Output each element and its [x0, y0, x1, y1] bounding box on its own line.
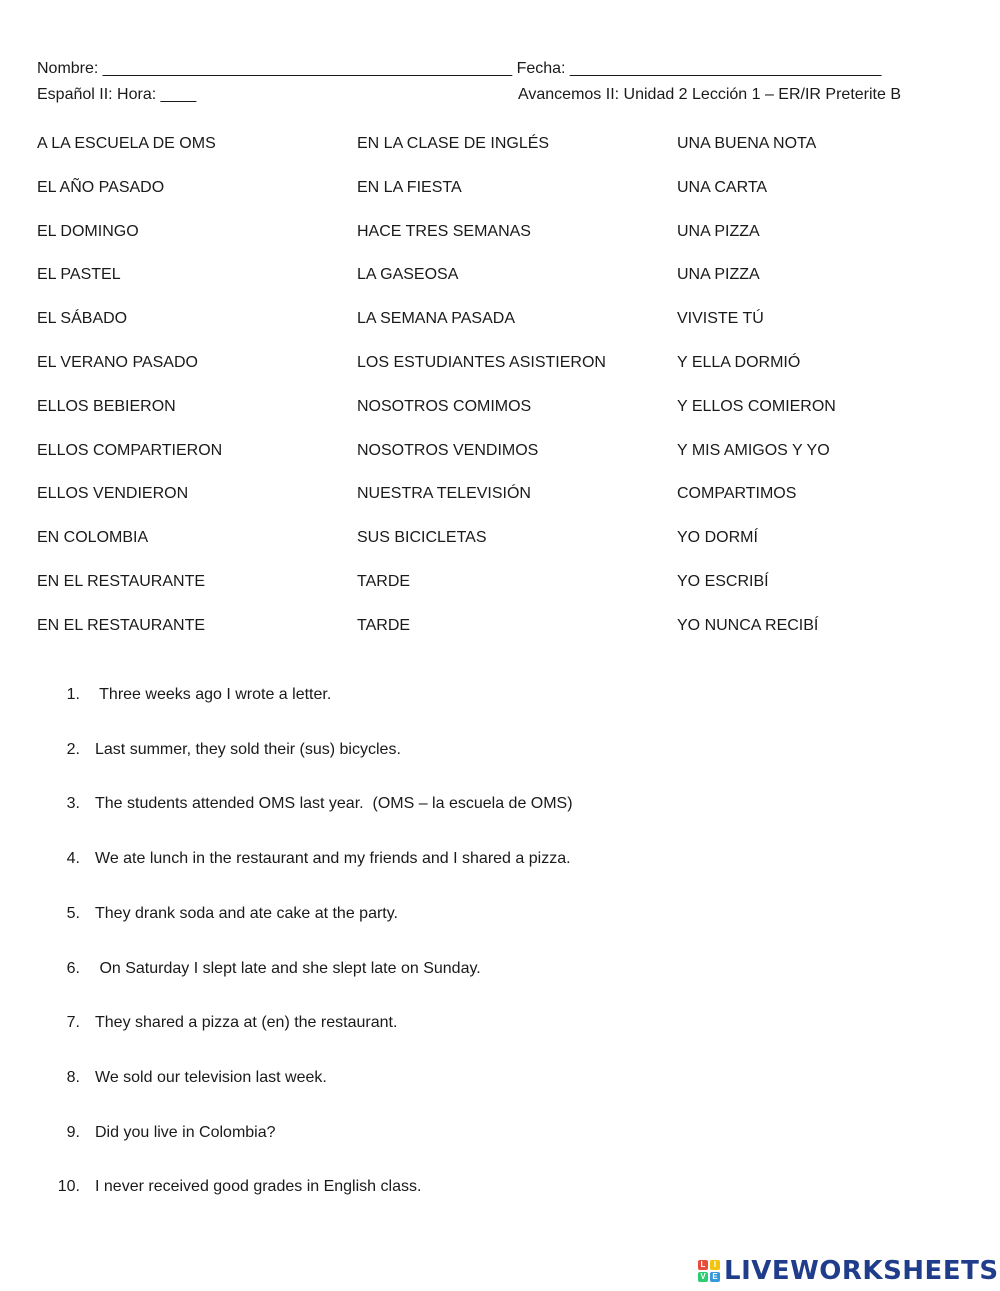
word-bank-item: LA SEMANA PASADA — [357, 310, 515, 328]
question-number: 3. — [66, 795, 80, 813]
question-number: 2. — [66, 740, 80, 758]
logo-block: L — [698, 1260, 708, 1270]
question-text: On Saturday I slept late and she slept late on Sunday. — [95, 959, 481, 977]
logo-block: V — [698, 1272, 708, 1282]
question-text: They drank soda and ate cake at the party. — [95, 904, 398, 922]
word-bank-item: EN LA CLASE DE INGLÉS — [357, 135, 550, 152]
name-date-line: Nombre: ______________________________________________ Fecha: ___________________________________ — [37, 60, 882, 77]
word-bank-item: ELLOS BEBIERON — [37, 397, 176, 415]
question-text: I never received good grades in English class. — [95, 1178, 422, 1196]
word-bank-item: COMPARTIMOS — [677, 485, 797, 503]
question-number: 1. — [66, 686, 80, 703]
word-bank-item: EL VERANO PASADO — [37, 354, 198, 371]
word-bank-item: ELLOS VENDIERON — [37, 485, 189, 503]
word-bank-item: NUESTRA TELEVISIÓN — [357, 485, 531, 503]
question-text: We ate lunch in the restaurant and my friends and I shared a pizza. — [95, 850, 571, 868]
question-text: The students attended OMS last year. (OMS – la escuela de OMS) — [95, 795, 573, 813]
word-bank-item: EL SÁBADO — [37, 310, 128, 328]
word-bank-item: SUS BICICLETAS — [357, 529, 487, 547]
word-bank-item: Y ELLOS COMIERON — [677, 397, 836, 415]
logo-text: LIVEWORKSHEETS — [724, 1256, 999, 1286]
liveworksheets-logo — [698, 1254, 999, 1288]
word-bank-item: UNA PIZZA — [677, 266, 760, 284]
question-number: 6. — [66, 959, 80, 977]
logo-block: E — [710, 1272, 720, 1282]
word-bank-item: YO ESCRIBÍ — [677, 573, 769, 590]
word-bank-item: NOSOTROS VENDIMOS — [357, 441, 539, 459]
word-bank-item: UNA BUENA NOTA — [677, 135, 817, 152]
word-bank-item: EN EL RESTAURANTE — [37, 573, 206, 590]
question-text: They shared a pizza at (en) the restaurant. — [95, 1014, 398, 1032]
logo-block: I — [710, 1260, 720, 1270]
word-bank-item: VIVISTE TÚ — [677, 310, 764, 328]
course-title: Avancemos II: Unidad 2 Lección 1 – ER/IR Preterite B — [518, 86, 902, 103]
question-number: 5. — [66, 904, 80, 922]
question-text: We sold our television last week. — [95, 1068, 327, 1086]
word-bank-item: NOSOTROS COMIMOS — [357, 397, 532, 415]
question-number: 7. — [66, 1014, 80, 1032]
word-bank-item: EL PASTEL — [37, 266, 121, 284]
word-bank-item: LOS ESTUDIANTES ASISTIERON — [357, 354, 606, 371]
word-bank-item: ELLOS COMPARTIERON — [37, 441, 223, 459]
question-number: 8. — [66, 1068, 80, 1086]
word-bank-item: YO DORMÍ — [677, 529, 758, 547]
question-number: 10. — [57, 1178, 80, 1196]
word-bank-item: UNA PIZZA — [677, 222, 760, 240]
word-bank-item: TARDE — [357, 616, 411, 634]
word-bank-item: EN LA FIESTA — [357, 178, 462, 196]
question-text: Last summer, they sold their (sus) bicycles. — [95, 740, 401, 758]
word-bank-item: TARDE — [357, 573, 411, 590]
word-bank-item: EN COLOMBIA — [37, 529, 149, 547]
word-bank-item: HACE TRES SEMANAS — [357, 222, 531, 240]
word-bank-item: UNA CARTA — [677, 178, 768, 196]
word-bank-item: EL DOMINGO — [37, 222, 139, 240]
word-bank-item: Y ELLA DORMIÓ — [677, 354, 801, 371]
question-text: Three weeks ago I wrote a letter. — [95, 686, 332, 703]
question-number: 9. — [66, 1123, 80, 1141]
question-text: Did you live in Colombia? — [95, 1123, 276, 1141]
word-bank-item: A LA ESCUELA DE OMS — [37, 135, 216, 152]
word-bank-item: YO NUNCA RECIBÍ — [677, 616, 819, 634]
word-bank-item: EN EL RESTAURANTE — [37, 616, 206, 634]
word-bank-item: EL AÑO PASADO — [37, 178, 165, 196]
class-period-line: Español II: Hora: ____ — [37, 86, 197, 103]
word-bank-item: Y MIS AMIGOS Y YO — [677, 441, 830, 459]
logo-blocks-icon — [698, 1260, 720, 1282]
question-number: 4. — [66, 850, 80, 868]
word-bank-item: LA GASEOSA — [357, 266, 459, 284]
